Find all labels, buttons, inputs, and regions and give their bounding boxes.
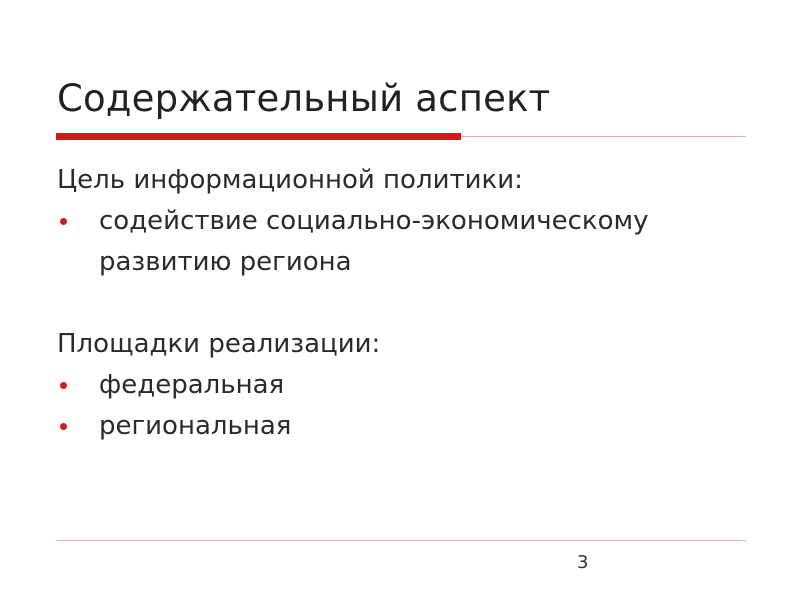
section-heading-platforms: Площадки реализации: [57, 329, 381, 359]
bullet-text: содействие социально-экономическому развитию региона [99, 206, 649, 277]
slide-title: Содержательный аспект [57, 77, 551, 120]
title-accent-bar [56, 133, 461, 140]
bullet-text: федеральная [99, 370, 285, 400]
bullet-text: региональная [99, 411, 292, 441]
page-number: 3 [577, 552, 589, 573]
bullet-dot-icon [60, 382, 67, 389]
bullet-item [57, 365, 757, 406]
bullet-item [57, 406, 757, 447]
bullet-item [57, 201, 757, 283]
bullet-dot-icon [60, 423, 67, 430]
section-heading-goal: Цель информационной политики: [57, 165, 523, 195]
bullet-dot-icon [60, 218, 67, 225]
footer-divider-line [56, 540, 746, 541]
slide-content [57, 160, 757, 447]
section-spacer [57, 283, 757, 324]
